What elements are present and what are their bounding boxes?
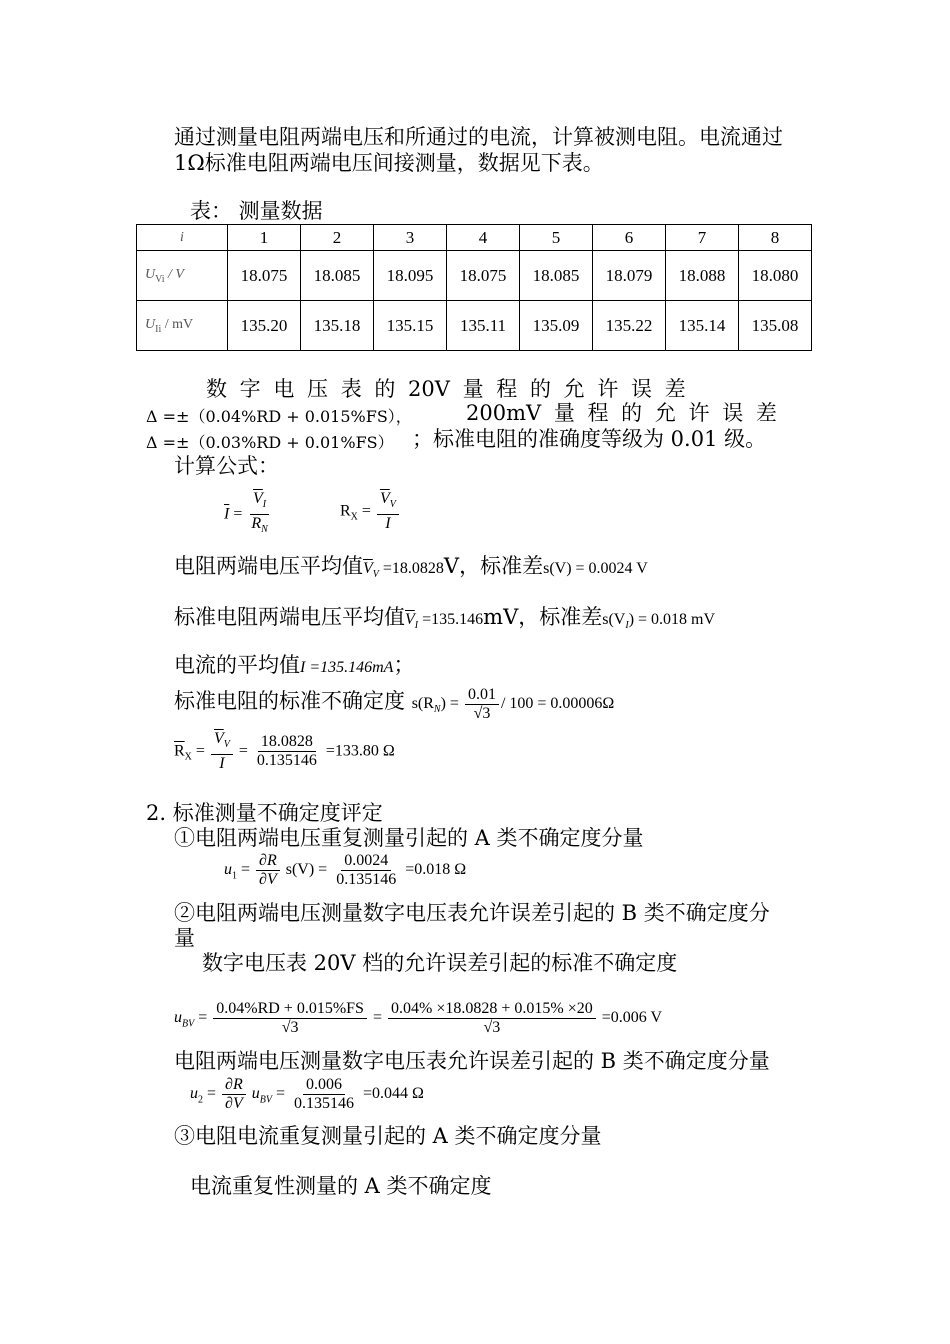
row-label-voltage: $U_{Vi}$ / V <box>137 251 228 301</box>
table-cell: 135.15 <box>374 301 447 351</box>
table-cell: 135.09 <box>520 301 593 351</box>
table-cell: 18.075 <box>228 251 301 301</box>
section-2-item-3-sub: 电流重复性测量的 A 类不确定度 <box>190 1174 492 1198</box>
tolerance-line-2: 200mV 量 程 的 允 许 误 差 <box>466 401 777 425</box>
section-2-item-2-sub: 数字电压表 20V 档的允许误差引起的标准不确定度 <box>202 951 678 975</box>
table-cell: 18.085 <box>520 251 593 301</box>
header-index: 7 <box>666 225 739 251</box>
tolerance-formula-200mv: Δ =±（0.03%RD + 0.01%FS） <box>146 433 394 452</box>
table-cell: 18.085 <box>301 251 374 301</box>
formula-current: $\overline{I}$ = $\frac{\overline{V}_I}{R_N}$ <box>224 490 268 536</box>
section-2-item-3: ③电阻电流重复测量引起的 A 类不确定度分量 <box>174 1124 602 1148</box>
table-cell: 18.075 <box>447 251 520 301</box>
rx-result-row: $\overline{R}_X$ = $\frac{\overline{V}_V}{I}$ = $\frac{18.0828}{0.135146}$ =133.80 Ω <box>174 730 395 773</box>
table-cell: 135.14 <box>666 301 739 351</box>
header-i: i <box>137 225 228 251</box>
table-caption: 表： 测量数据 <box>190 199 323 223</box>
formula-resistance: $R_X$ = $\frac{\overline{V}_V}{I}$ <box>340 490 401 533</box>
header-index: 8 <box>739 225 812 251</box>
tolerance-formula-20v: Δ =±（0.04%RD + 0.015%FS）， <box>146 407 412 426</box>
voltage-mean-row: 电阻两端电压平均值$\overline{V}_V =18.0828V$，标准差s(V) = 0.0024 V <box>174 554 648 581</box>
header-index: 6 <box>593 225 666 251</box>
header-index: 2 <box>301 225 374 251</box>
row-label-current: $U_{Ii}$ / mV <box>137 301 228 351</box>
table-cell: 18.080 <box>739 251 812 301</box>
table-row-voltage <box>137 251 812 301</box>
table-header-row <box>137 225 812 251</box>
table-cell: 135.18 <box>301 301 374 351</box>
formula-ubv: $u_{BV}$ = $\frac{0.04\%RD + 0.015\%FS}{√3}$ = $\frac{0.04\% \times 18.0828 + 0.015\% \times 20}{√3}$ =0.006 V <box>174 1000 663 1036</box>
header-index: 5 <box>520 225 593 251</box>
header-index: 4 <box>447 225 520 251</box>
tolerance-line-3: ；标准电阻的准确度等级为 0.01 级。 <box>412 427 767 451</box>
header-index: 3 <box>374 225 447 251</box>
tolerance-line-1: 数 字 电 压 表 的 20V 量 程 的 允 许 误 差 <box>206 377 686 401</box>
std-voltage-mean-row: 标准电阻两端电压平均值$\overline{V}_I =135.146mV$，标准差$s(V_I) = 0.018$ mV <box>174 605 716 632</box>
intro-line-1: 通过测量电阻两端电压和所通过的电流，计算被测电阻。电流通过 <box>174 125 783 149</box>
section-2-item-2-line-2: 量 <box>174 926 195 950</box>
table-cell: 18.095 <box>374 251 447 301</box>
rn-uncertainty-row: 标准电阻的标准不确定度 $s(R_N)$ = $\frac{0.01}{√3}$ / 100 = 0.00006Ω <box>174 686 615 722</box>
table-cell: 135.20 <box>228 301 301 351</box>
section-2-item-2-line-1: ②电阻两端电压测量数字电压表允许误差引起的 B 类不确定度分 <box>174 901 770 925</box>
measurement-table <box>136 224 812 351</box>
header-index: 1 <box>228 225 301 251</box>
table-cell: 18.088 <box>666 251 739 301</box>
section-2-heading: 2. 标准测量不确定度评定 <box>146 801 383 825</box>
intro-line-2: 1Ω标准电阻两端电压间接测量，数据见下表。 <box>174 151 604 175</box>
table-cell: 135.22 <box>593 301 666 351</box>
formula-u2: $u_2$ = $\frac{\partial R}{\partial V}$ $u_{BV}$ = $\frac{0.006}{0.135146}$ =0.044 Ω <box>190 1076 424 1112</box>
table-cell: 135.08 <box>739 301 812 351</box>
formula-heading: 计算公式： <box>174 454 279 478</box>
table-cell: 135.11 <box>447 301 520 351</box>
current-mean-row: 电流的平均值I =135.146mA； <box>174 653 415 677</box>
table-row-current <box>137 301 812 351</box>
formula-u1: $u_1$ = $\frac{\partial R}{\partial V}$ s(V) = $\frac{0.0024}{0.135146}$ =0.018 Ω <box>224 852 467 888</box>
table-cell: 18.079 <box>593 251 666 301</box>
section-2-item-1: ①电阻两端电压重复测量引起的 A 类不确定度分量 <box>174 826 644 850</box>
section-2-item-2-b: 电阻两端电压测量数字电压表允许误差引起的 B 类不确定度分量 <box>174 1049 770 1073</box>
